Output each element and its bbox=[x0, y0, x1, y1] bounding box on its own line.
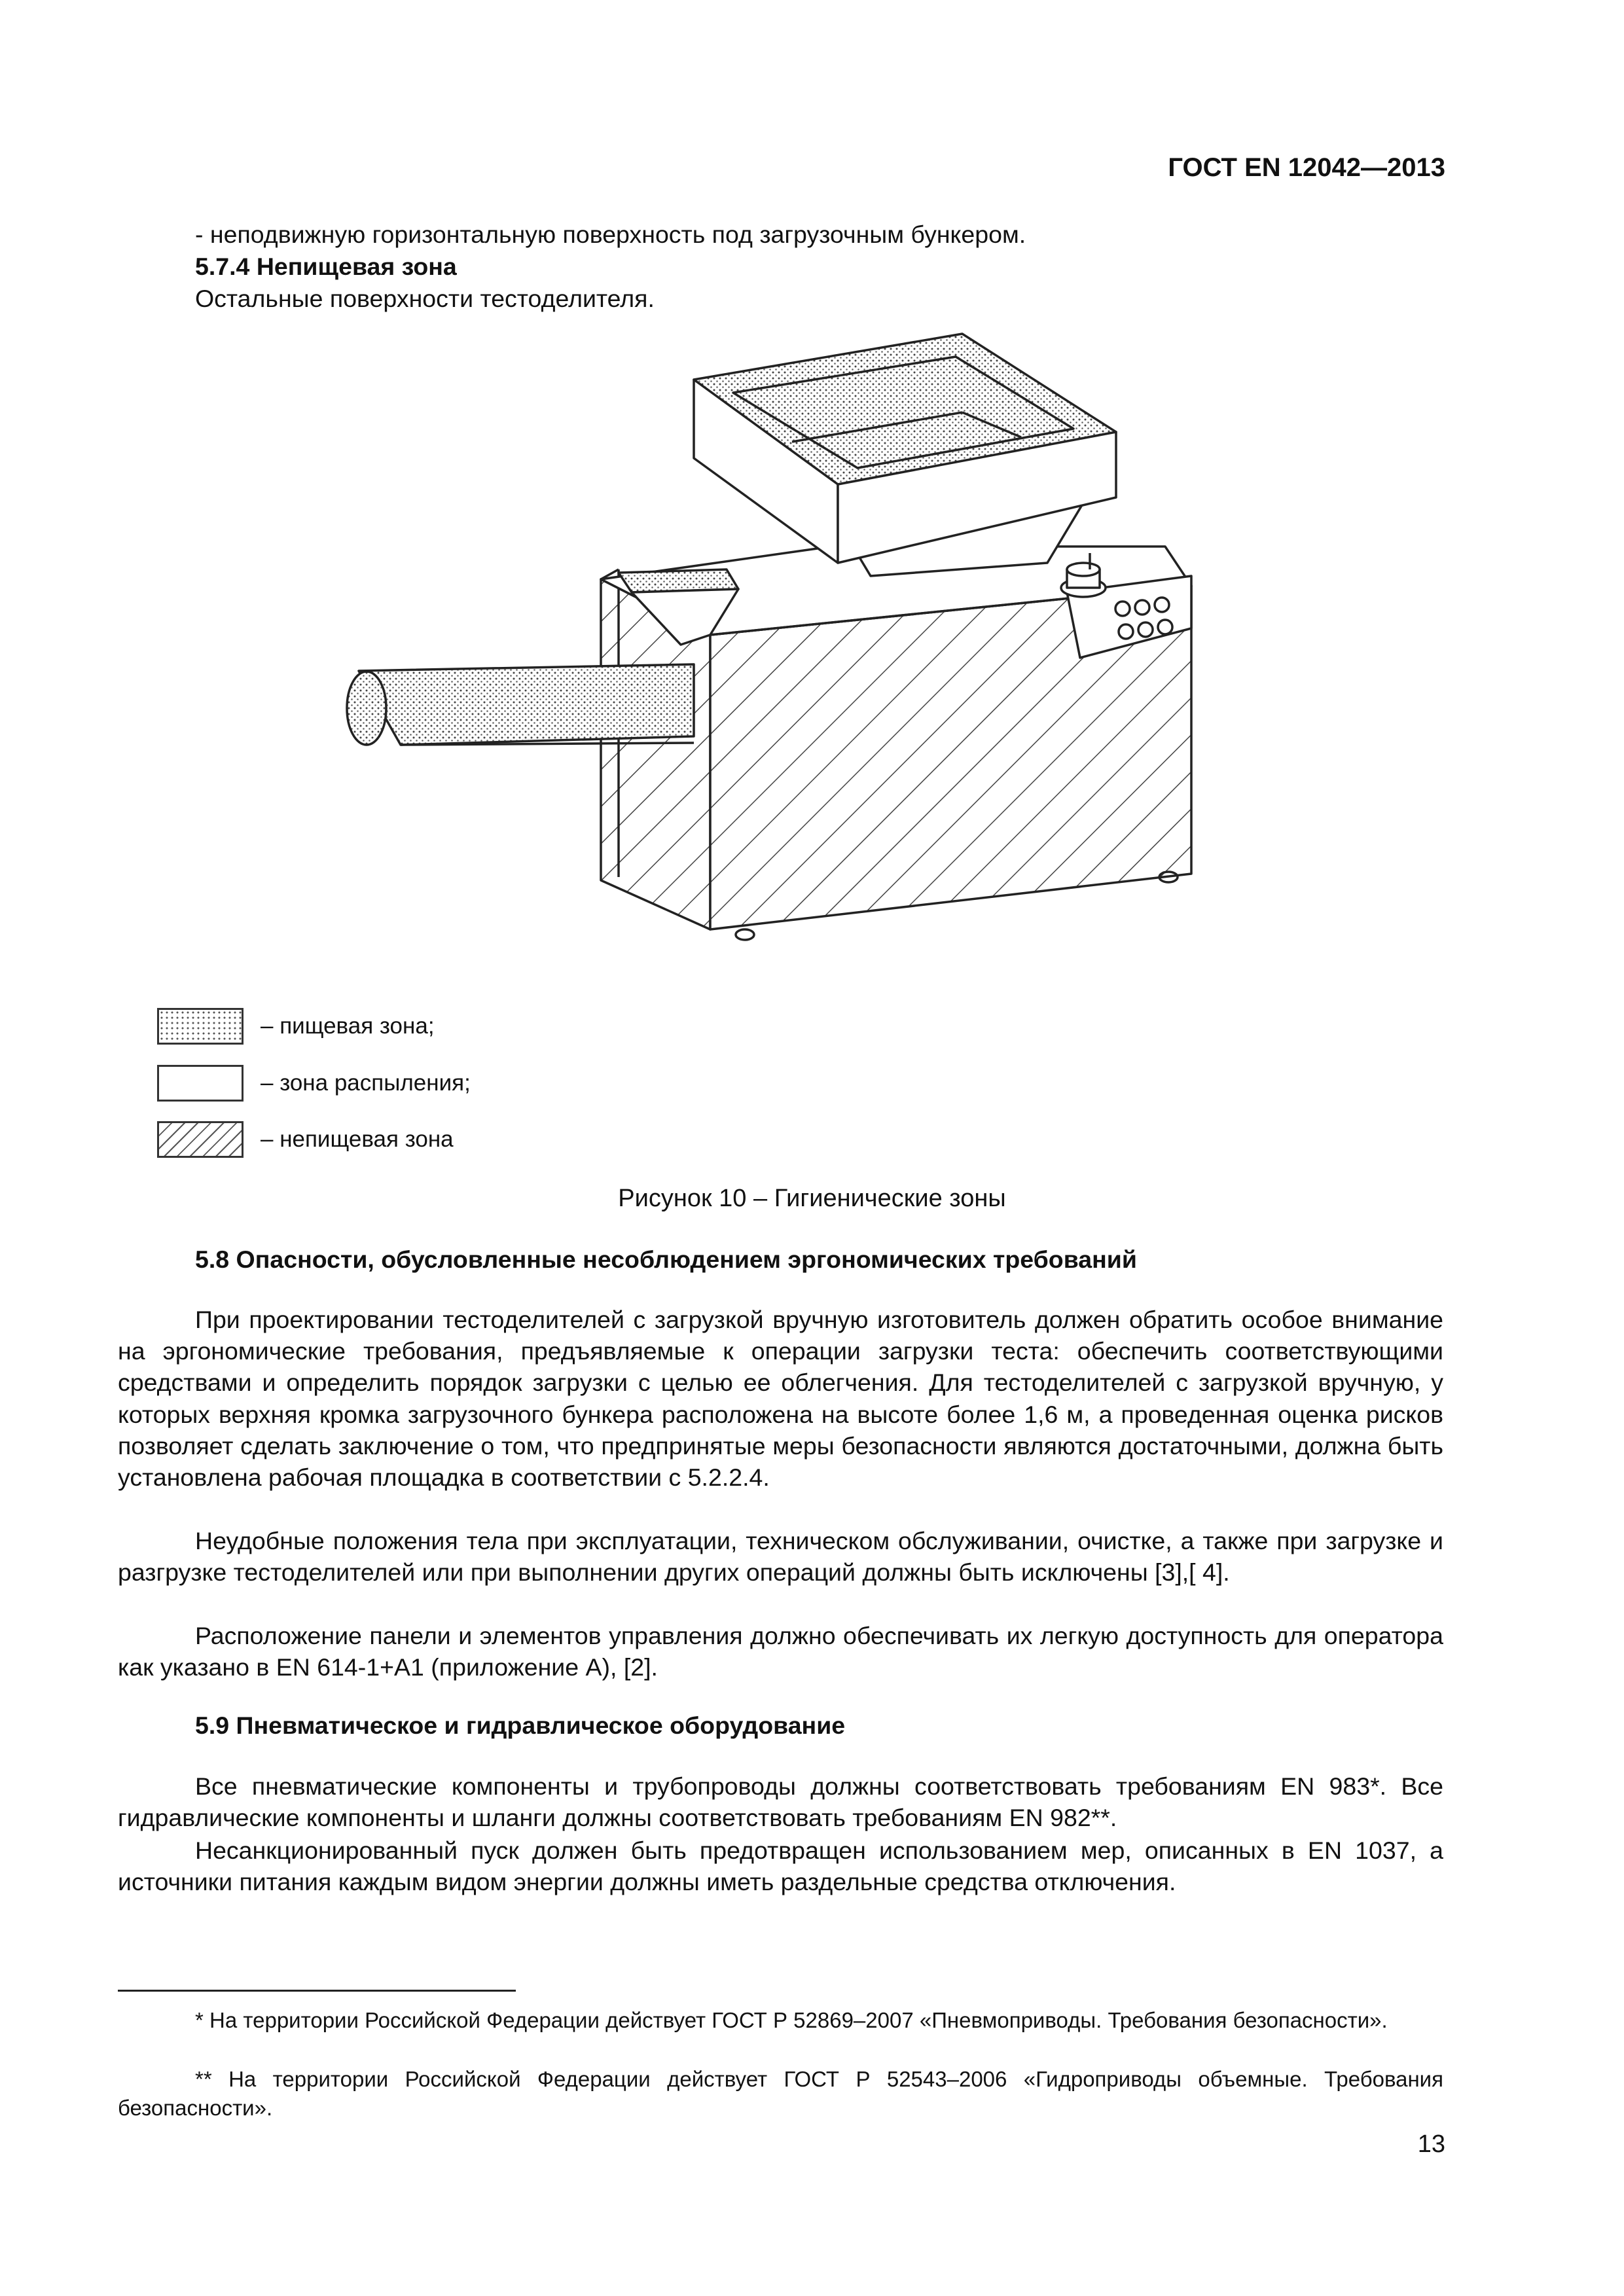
paragraph-text: Несанкционированный пуск должен быть предотвращен использованием мер, описанных в EN 1037, а источники питания каждым видом энергии должны иметь раздельные средства отключения. bbox=[118, 1837, 1443, 1896]
legend-swatch-spray-zone bbox=[157, 1065, 244, 1102]
footnote-divider bbox=[118, 1990, 516, 1992]
figure-caption: Рисунок 10 – Гигиенические зоны bbox=[618, 1185, 1006, 1212]
section-5-8-paragraph-2 bbox=[118, 1525, 1443, 1588]
footnote-1 bbox=[118, 2006, 1443, 2035]
section-heading-5-9: 5.9 Пневматическое и гидравлическое оборудование bbox=[195, 1712, 846, 1739]
legend-label-spray-zone: – зона распыления; bbox=[261, 1070, 471, 1096]
section-5-8-paragraph-1 bbox=[118, 1304, 1443, 1493]
paragraph-text: Неудобные положения тела при эксплуатации, техническом обслуживании, очистке, а также при загрузке и разгрузке тестоделителей или при выполнении других операций должны быть исключены [3],[ 4]. bbox=[118, 1527, 1443, 1587]
paragraph-text: Расположение панели и элементов управления должно обеспечивать их легкую доступность для оператора как указано в EN 614-1+A1 (приложение А), [2]. bbox=[118, 1622, 1443, 1681]
section-heading-5-7-4: 5.7.4 Непищевая зона bbox=[195, 253, 457, 280]
footnote-text: ** На территории Российской Федерации действует ГОСТ Р 52543–2006 «Гидроприводы объемные. Требования безопасности». bbox=[118, 2067, 1443, 2120]
legend-swatch-non-food-zone bbox=[157, 1121, 244, 1158]
section-5-9-paragraph-1 bbox=[118, 1770, 1443, 1833]
footnote-text: * На территории Российской Федерации действует ГОСТ Р 52869–2007 «Пневмоприводы. Требования безопасности». bbox=[195, 2008, 1388, 2032]
list-item-text: - неподвижную горизонтальную поверхность под загрузочным бункером. bbox=[195, 221, 1026, 248]
section-text-5-7-4: Остальные поверхности тестоделителя. bbox=[195, 285, 655, 312]
footnote-2 bbox=[118, 2065, 1443, 2123]
legend-label-non-food-zone: – непищевая зона bbox=[261, 1126, 454, 1152]
section-5-9-paragraph-2 bbox=[118, 1835, 1443, 1897]
section-5-8-paragraph-3 bbox=[118, 1620, 1443, 1683]
paragraph-text: Все пневматические компоненты и трубопроводы должны соответствовать требованиям EN 983*. Все гидравлические компоненты и шланги должны соответствовать требованиям EN 982**. bbox=[118, 1772, 1443, 1832]
dough-divider-illustration bbox=[0, 0, 1624, 982]
legend-swatch-food-zone bbox=[157, 1008, 244, 1045]
page-number: 13 bbox=[1417, 2130, 1445, 2158]
paragraph-text: При проектировании тестоделителей с загрузкой вручную изготовитель должен обратить особое внимание на эргономические требования, предъявляемые к операции загрузки теста: обеспечить соответствующими средствами и определить порядок загрузки с целью ее облегчения. Для тестоделителей с загрузкой вручную, у которых верхняя кромка загрузочного бункера расположена на высоте более 1,6 м, а проведенная оценка рисков позволяет сделать заключение о том, что предпринятые меры безопасности являются достаточными, должна быть установлена рабочая площадка в соответствии с 5.2.2.4. bbox=[118, 1306, 1443, 1492]
legend-label-food-zone: – пищевая зона; bbox=[261, 1013, 435, 1039]
section-heading-5-8: 5.8 Опасности, обусловленные несоблюдением эргономических требований bbox=[195, 1246, 1137, 1273]
document-code: ГОСТ EN 12042—2013 bbox=[1168, 153, 1445, 182]
